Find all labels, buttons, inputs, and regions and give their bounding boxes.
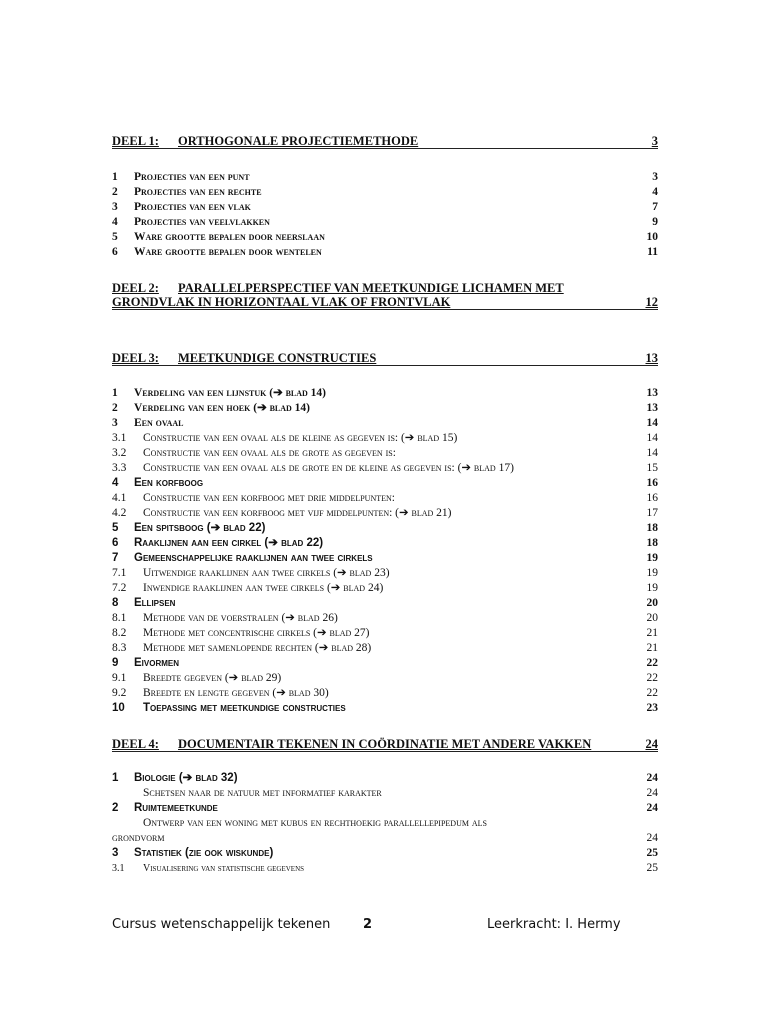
entry-number: 3.1 — [112, 432, 127, 444]
entry-number: 8.2 — [112, 627, 127, 639]
toc-entry[interactable] — [112, 431, 658, 446]
entry-number: 1 — [112, 387, 118, 399]
entry-page: 13 — [646, 402, 658, 414]
entry-page: 15 — [646, 462, 658, 474]
toc-entry[interactable] — [112, 801, 658, 816]
toc-entry[interactable] — [112, 626, 658, 641]
toc-entry[interactable] — [112, 551, 658, 566]
entry-number: 4 — [112, 477, 119, 489]
entry-page: 7 — [652, 201, 658, 213]
toc-entry[interactable] — [112, 170, 658, 185]
toc-entry[interactable] — [112, 846, 658, 861]
entry-number: 2 — [112, 186, 118, 198]
entry-title: Projecties van veelvlakken — [134, 216, 270, 228]
entry-title: Methode met samenlopende rechten (➔ blad 28) — [143, 642, 372, 654]
entry-number: 2 — [112, 802, 119, 814]
toc-entry[interactable] — [112, 701, 658, 716]
entry-title: Methode van de voerstralen (➔ blad 26) — [143, 612, 338, 624]
entry-title: Ware grootte bepalen door neerslaan — [134, 231, 325, 243]
entry-title: Constructie van een ovaal als de grote en de kleine as gegeven is: (➔ blad 17) — [143, 462, 514, 474]
entry-number: 8.1 — [112, 612, 127, 624]
entry-number: 4.1 — [112, 492, 127, 504]
entry-page: 16 — [646, 477, 658, 489]
entry-title: Constructie van een korfboog met vijf middelpunten: (➔ blad 21) — [143, 507, 452, 519]
entry-title: Statistiek (zie ook wiskunde) — [134, 847, 274, 859]
entry-number: 3 — [112, 201, 118, 213]
entry-title: Ontwerp van een woning met kubus en rechthoekig parallellepipedum als — [143, 817, 487, 829]
entry-number: 9 — [112, 657, 119, 669]
entry-page: 14 — [646, 432, 658, 444]
entry-page: 19 — [646, 552, 658, 564]
entry-title: Constructie van een ovaal als de grote as gegeven is: — [143, 447, 396, 459]
entry-page: 10 — [646, 231, 658, 243]
entry-number: 3 — [112, 417, 118, 429]
entry-title: Constructie van een korfboog met drie middelpunten: — [143, 492, 395, 504]
entry-title: Methode met concentrische cirkels (➔ blad 27) — [143, 627, 370, 639]
toc-part-2-heading[interactable] — [112, 281, 658, 310]
toc-entry[interactable] — [112, 641, 658, 656]
entry-page: 18 — [646, 537, 658, 549]
entry-page: 11 — [647, 246, 658, 258]
entry-number: 8 — [112, 597, 119, 609]
entry-page: 25 — [646, 847, 658, 859]
entry-page: 24 — [646, 832, 658, 844]
part-title-line-2: GRONDVLAK IN HORIZONTAAL VLAK OF FRONTVLAK — [112, 295, 451, 309]
entry-number: 8.3 — [112, 642, 127, 654]
footer-course-title: Cursus wetenschappelijk tekenen — [112, 917, 331, 932]
entry-title: Een spitsboog (➔ blad 22) — [134, 522, 266, 534]
part-page: 3 — [651, 134, 658, 148]
entry-page: 24 — [646, 787, 658, 799]
part-page: 24 — [645, 737, 658, 751]
entry-page: 4 — [652, 186, 658, 198]
entry-title: Breedte en lengte gegeven (➔ blad 30) — [143, 687, 329, 699]
toc-part-3-heading[interactable] — [112, 351, 658, 366]
part-title: MEETKUNDIGE CONSTRUCTIES — [178, 351, 377, 365]
entry-title: Een ovaal — [134, 417, 184, 429]
toc-entry[interactable] — [112, 566, 658, 581]
toc-entry[interactable] — [112, 521, 658, 536]
toc-entry[interactable] — [112, 200, 658, 215]
toc-entry[interactable] — [112, 536, 658, 551]
toc-entry-continued[interactable] — [112, 831, 658, 846]
entry-page: 22 — [646, 657, 658, 669]
toc-entry[interactable] — [112, 401, 658, 416]
toc-part-1-heading[interactable] — [112, 134, 658, 149]
entry-title: Ware grootte bepalen door wentelen — [134, 246, 322, 258]
entry-title: Verdeling van een hoek (➔ blad 14) — [134, 402, 311, 414]
entry-number: 1 — [112, 171, 118, 183]
part-title: DOCUMENTAIR TEKENEN IN COÖRDINATIE MET ANDERE VAKKEN — [178, 737, 592, 751]
footer-teacher: Leerkracht: I. Hermy — [487, 917, 621, 932]
toc-entry[interactable] — [112, 215, 658, 230]
entry-title: Biologie (➔ blad 32) — [134, 772, 238, 784]
toc-entry[interactable] — [112, 786, 658, 801]
entry-number: 4 — [112, 216, 118, 228]
part-title-line-1: PARALLELPERSPECTIEF VAN MEETKUNDIGE LICHAMEN MET — [178, 281, 564, 295]
toc-entry[interactable] — [112, 476, 658, 491]
entry-title: Constructie van een ovaal als de kleine as gegeven is: (➔ blad 15) — [143, 432, 458, 444]
entry-page: 20 — [646, 612, 658, 624]
entry-title: Raaklijnen aan een cirkel (➔ blad 22) — [134, 537, 324, 549]
entry-page: 22 — [646, 687, 658, 699]
entry-number: 4.2 — [112, 507, 127, 519]
part-number: DEEL 3: — [112, 351, 159, 365]
entry-page: 3 — [652, 171, 658, 183]
part-title: ORTHOGONALE PROJECTIEMETHODE — [178, 134, 419, 148]
toc-entry[interactable] — [112, 656, 658, 671]
entry-page: 13 — [646, 387, 658, 399]
entry-title: Schetsen naar de natuur met informatief karakter — [143, 787, 382, 799]
entry-page: 22 — [646, 672, 658, 684]
entry-page: 17 — [646, 507, 658, 519]
entry-number: 6 — [112, 537, 119, 549]
entry-title: Visualisering van statistische gegevens — [143, 863, 305, 874]
entry-number: 3.1 — [112, 863, 125, 874]
toc-entry[interactable] — [112, 416, 658, 431]
entry-title: Gemeenschappelijke raaklijnen aan twee cirkels — [134, 552, 373, 564]
entry-page: 14 — [646, 447, 658, 459]
entry-number: 10 — [112, 702, 125, 714]
entry-title: grondvorm — [112, 832, 165, 844]
toc-part-4-heading[interactable] — [112, 737, 658, 752]
toc-entry[interactable] — [112, 506, 658, 521]
toc-entry[interactable] — [112, 185, 658, 200]
toc-entry[interactable] — [112, 446, 658, 461]
footer-page-number: 2 — [363, 917, 373, 932]
entry-number: 3.2 — [112, 447, 127, 459]
toc-entry[interactable] — [112, 861, 658, 876]
entry-page: 19 — [646, 582, 658, 594]
entry-number: 7 — [112, 552, 119, 564]
entry-title: Inwendige raaklijnen aan twee cirkels (➔ blad 24) — [143, 582, 384, 594]
entry-number: 5 — [112, 231, 118, 243]
entry-title: Een korfboog — [134, 477, 204, 489]
entry-title: Eivormen — [134, 657, 180, 669]
entry-page: 25 — [646, 862, 658, 874]
toc-entry[interactable] — [112, 596, 658, 611]
toc-entry[interactable] — [112, 686, 658, 701]
entry-title: Breedte gegeven (➔ blad 29) — [143, 672, 282, 684]
entry-title: Projecties van een vlak — [134, 201, 251, 213]
part-page: 13 — [645, 351, 658, 365]
entry-title: Ellipsen — [134, 597, 176, 609]
entry-number: 9.1 — [112, 672, 127, 684]
toc-entry[interactable] — [112, 771, 658, 786]
toc-entry[interactable] — [112, 230, 658, 245]
toc-entry[interactable] — [112, 386, 658, 401]
entry-page: 18 — [646, 522, 658, 534]
entry-title: Uitwendige raaklijnen aan twee cirkels (➔ blad 23) — [143, 567, 390, 579]
entry-page: 24 — [646, 802, 658, 814]
toc-entry[interactable] — [112, 491, 658, 506]
entry-number: 7.1 — [112, 567, 127, 579]
part-page: 12 — [645, 295, 658, 309]
toc-entry[interactable] — [112, 461, 658, 476]
entry-number: 3.3 — [112, 462, 127, 474]
entry-page: 16 — [646, 492, 658, 504]
toc-entry[interactable] — [112, 671, 658, 686]
entry-number: 6 — [112, 246, 118, 258]
entry-title: Toepassing met meetkundige constructies — [143, 702, 346, 714]
entry-page: 19 — [646, 567, 658, 579]
entry-number: 7.2 — [112, 582, 127, 594]
entry-page: 24 — [646, 772, 658, 784]
part-number: DEEL 1: — [112, 134, 159, 148]
toc-entry[interactable] — [112, 581, 658, 596]
entry-page: 9 — [652, 216, 658, 228]
entry-title: Projecties van een rechte — [134, 186, 262, 198]
entry-number: 2 — [112, 402, 118, 414]
entry-page: 20 — [646, 597, 658, 609]
entry-page: 23 — [646, 702, 658, 714]
entry-number: 9.2 — [112, 687, 127, 699]
entry-page: 21 — [646, 627, 658, 639]
entry-page: 14 — [646, 417, 658, 429]
toc-entry[interactable] — [112, 816, 658, 831]
entry-title: Verdeling van een lijnstuk (➔ blad 14) — [134, 387, 327, 399]
part-number: DEEL 2: — [112, 281, 159, 295]
toc-entry[interactable] — [112, 245, 658, 260]
entry-number: 1 — [112, 772, 119, 784]
entry-number: 3 — [112, 847, 119, 859]
entry-title: Projecties van een punt — [134, 171, 250, 183]
entry-title: Ruimtemeetkunde — [134, 802, 218, 814]
part-number: DEEL 4: — [112, 737, 159, 751]
entry-number: 5 — [112, 522, 119, 534]
toc-entry[interactable] — [112, 611, 658, 626]
entry-page: 21 — [646, 642, 658, 654]
